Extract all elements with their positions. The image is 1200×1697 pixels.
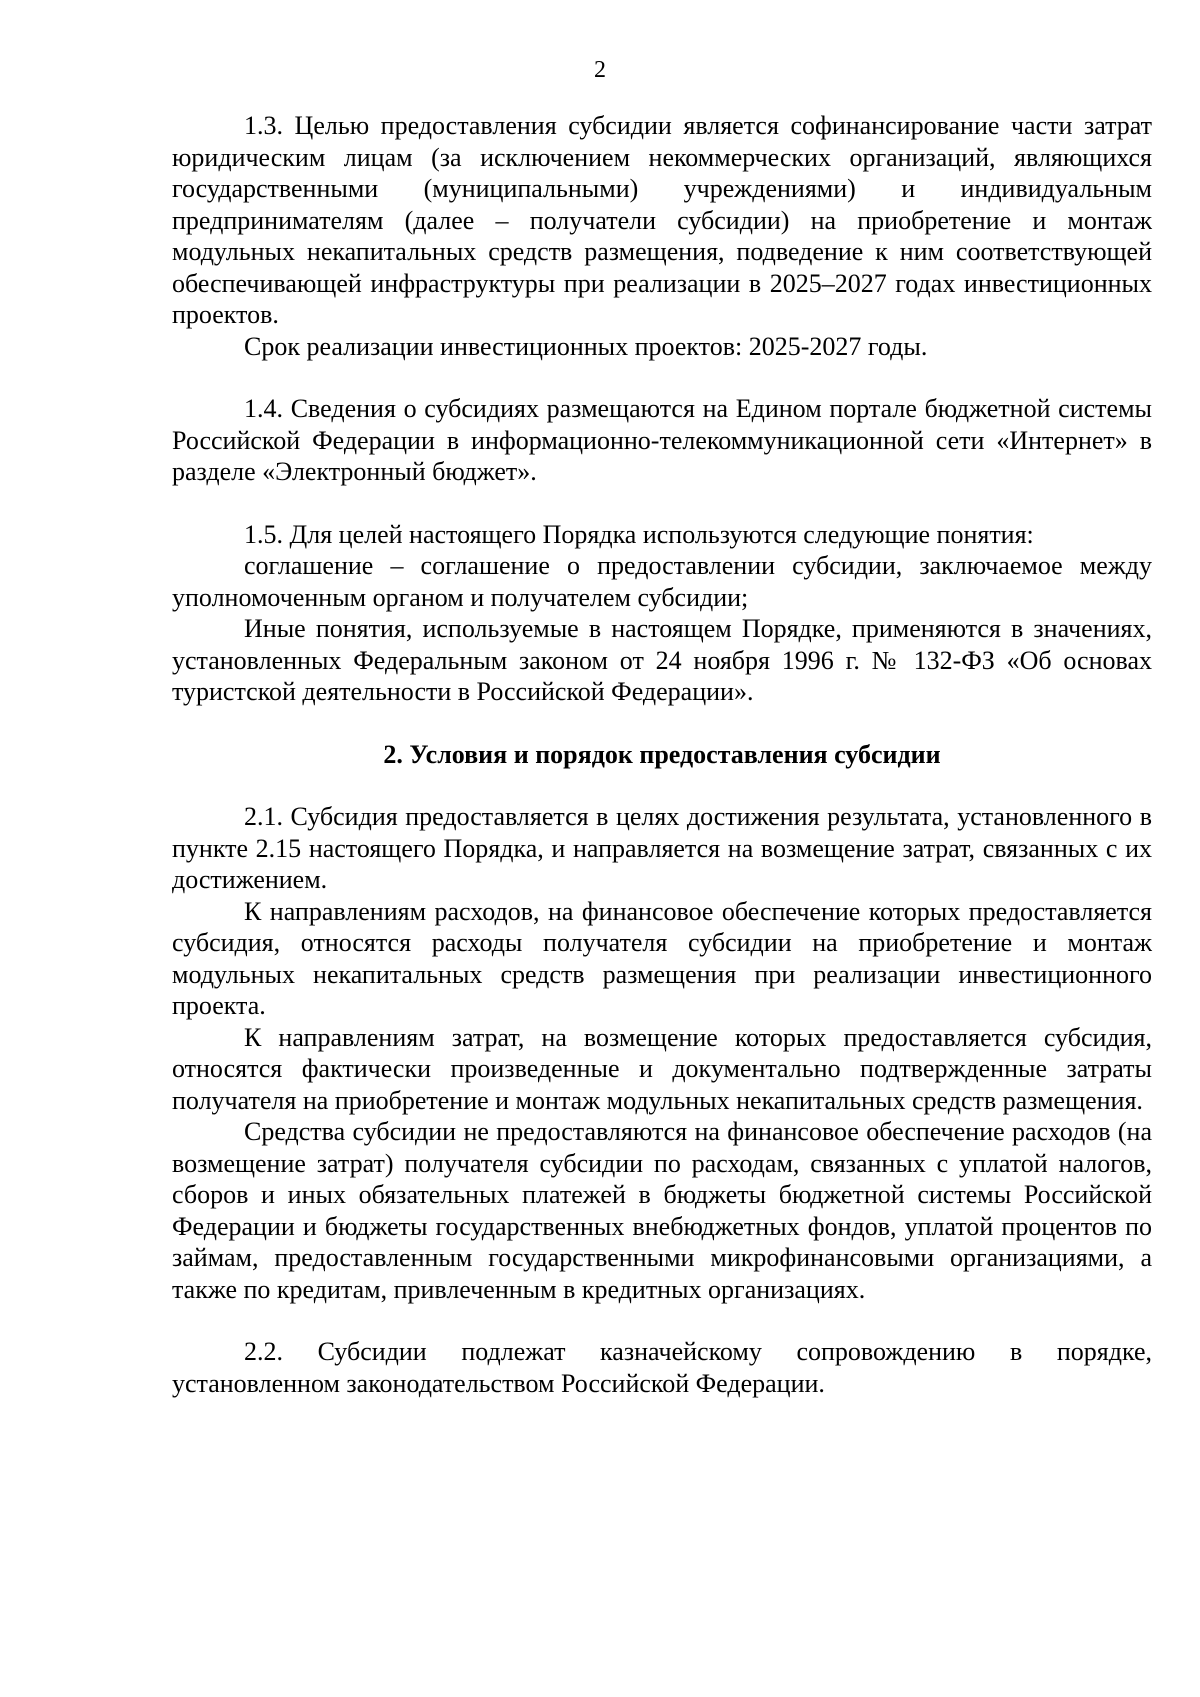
paragraph-2-2: 2.2. Субсидии подлежат казначейскому сопровождению в порядке, установленном законодательством Российской Федерации. (172, 1337, 1152, 1398)
section-2-heading: 2. Условия и порядок предоставления субсидии (383, 739, 941, 769)
paragraph-1-3: 1.3. Целью предоставления субсидии является софинансирование части затрат юридическим лицам (за исключением некоммерческих организаций, являющихся государственными (муниципальными) учреждениями) и индивидуальным предпринимателям (далее – получатели субсидии) на приобретение и монтаж модульных некапитальных средств размещения, подведение к ним соответствующей обеспечивающей инфраструктуры при реализации в 2025–2027 годах инвестиционных проектов. (172, 111, 1152, 329)
paragraph-1-5-agreement: соглашение – соглашение о предоставлении субсидии, заключаемое между уполномоченным органом и получателем субсидии; (172, 551, 1152, 612)
paragraph-1-3-term: Срок реализации инвестиционных проектов: 2025-2027 годы. (244, 331, 928, 361)
paragraph-1-5: 1.5. Для целей настоящего Порядка используются следующие понятия: (244, 519, 1034, 549)
paragraph-2-1-exclusions: Средства субсидии не предоставляются на финансовое обеспечение расходов (на возмещение затрат) получателя субсидии по расходам, связанных с уплатой налогов, сборов и иных обязательных платежей в бюджеты бюджетной системы Российской Федерации и бюджеты государственных внебюджетных фондов, уплатой процентов по займам, предоставленным государственными микрофинансовыми организациями, а также по кредитам, привлеченным в кредитных организациях. (172, 1117, 1152, 1304)
paragraph-2-1-expense-directions: К направлениям расходов, на финансовое обеспечение которых предоставляется субсидия, относятся расходы получателя субсидии на приобретение и монтаж модульных некапитальных средств размещения при реализации инвестиционного проекта. (172, 896, 1152, 1020)
paragraph-1-5-other-terms: Иные понятия, используемые в настоящем Порядке, применяются в значениях, установленных Федеральным законом от 24 ноября 1996 г. № 132-ФЗ «Об основах туристской деятельности в Российской Федерации». (172, 614, 1152, 706)
page-number: 2 (594, 57, 606, 83)
paragraph-2-1-cost-directions: К направлениям затрат, на возмещение которых предоставляется субсидия, относятся фактически произведенные и документально подтвержденные затраты получателя на приобретение и монтаж модульных некапитальных средств размещения. (172, 1022, 1152, 1115)
paragraph-2-1: 2.1. Субсидия предоставляется в целях достижения результата, установленного в пункте 2.15 настоящего Порядка, и направляется на возмещение затрат, связанных с их достижением. (172, 802, 1152, 894)
paragraph-1-4: 1.4. Сведения о субсидиях размещаются на Едином портале бюджетной системы Российской Федерации в информационно-телекоммуникационной сети «Интернет» в разделе «Электронный бюджет». (172, 394, 1152, 486)
document-body (172, 110, 1152, 1399)
